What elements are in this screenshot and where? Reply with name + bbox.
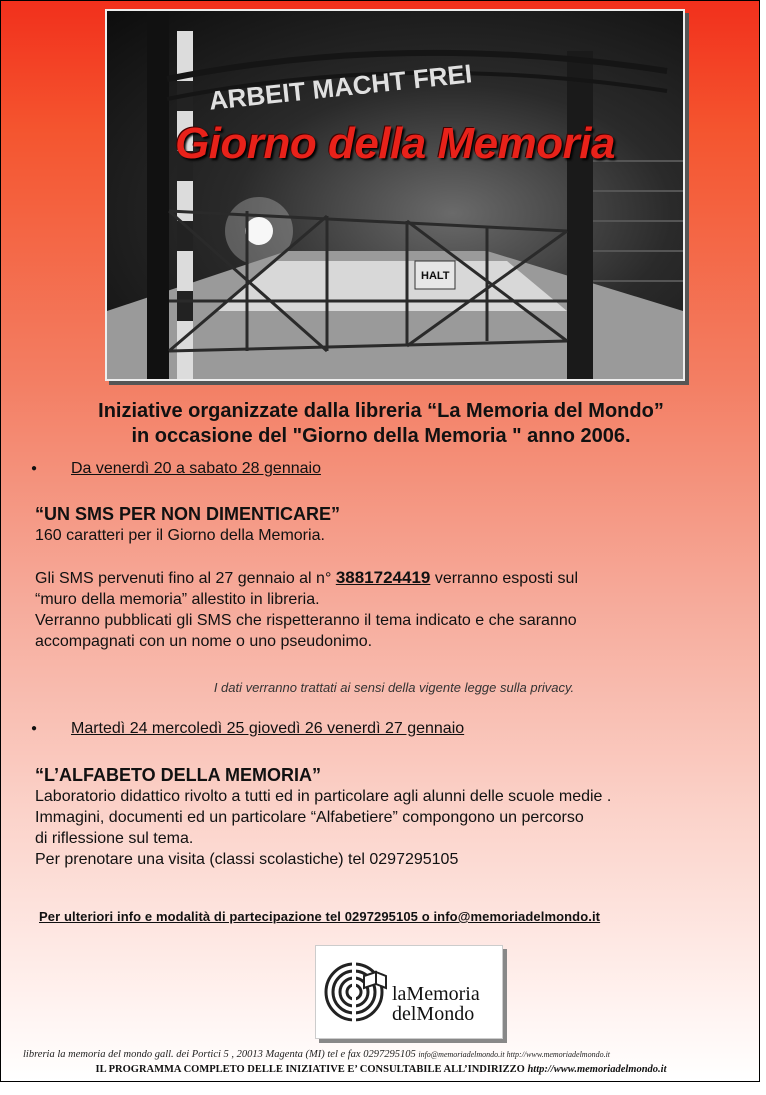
- gate-sign-text: ARBEIT MACHT FREI: [207, 58, 474, 116]
- event1-line4: accompagnati con un nome o uno pseudonimo.: [35, 633, 373, 650]
- footer-program: IL PROGRAMMA COMPLETO DELLE INIZIATIVE E’ CONSULTABILE ALL’INDIRIZZO: [95, 1064, 525, 1075]
- event2-dates: Martedì 24 mercoledì 25 giovedì 26 venerdì 27 gennaio: [71, 720, 465, 737]
- footer-program-line: [1, 1064, 760, 1075]
- headline: [1, 399, 760, 449]
- event2-block: [35, 765, 611, 870]
- hero-photo: [105, 9, 685, 381]
- contact-info: Per ulteriori info e modalità di partecipazione tel 0297295105 o info@memoriadelmondo.it: [39, 909, 601, 924]
- event2-line1: Laboratorio didattico rivolto a tutti ed in particolare agli alunni delle scuole medie .: [35, 788, 612, 805]
- privacy-note: I dati verranno trattati ai sensi della vigente legge sulla privacy.: [213, 680, 575, 695]
- event2-title: “L’ALFABETO DELLA MEMORIA”: [35, 765, 321, 785]
- bookstore-logo: [315, 945, 503, 1039]
- footer-email-web: info@memoriadelmondo.it http://www.memoriadelmondo.it: [418, 1050, 611, 1059]
- gate-illustration: [107, 11, 683, 379]
- footer-url: http://www.memoriadelmondo.it: [527, 1064, 667, 1075]
- halt-sign-text: HALT: [421, 270, 450, 282]
- headline-line2: in occasione del "Giorno della Memoria " anno 2006.: [131, 425, 631, 447]
- event1-dates-row: [31, 460, 321, 478]
- footer-address-line: [23, 1049, 610, 1060]
- event1-subtitle: 160 caratteri per il Giorno della Memoria.: [35, 527, 325, 544]
- event1-dates: Da venerdì 20 a sabato 28 gennaio: [71, 460, 321, 477]
- footer-address: libreria la memoria del mondo gall. dei Portici 5 , 20013 Magenta (MI) tel e fax 0297295105: [23, 1049, 416, 1060]
- event2-line3: di riflessione sul tema.: [35, 830, 194, 847]
- event1-block: [35, 504, 578, 652]
- event1-line2: “muro della memoria” allestito in libreria.: [35, 591, 320, 608]
- event2-dates-row: [31, 720, 464, 738]
- event1-line3: Verranno pubblicati gli SMS che rispetteranno il tema indicato e che saranno: [35, 612, 577, 629]
- event1-phone: 3881724419: [335, 568, 431, 587]
- event2-line2: Immagini, documenti ed un particolare “Alfabetiere” compongono un percorso: [35, 809, 584, 826]
- event1-sms-pre: Gli SMS pervenuti fino al 27 gennaio al n°: [35, 570, 332, 587]
- logo-line1: laMemoria: [392, 983, 480, 1005]
- event2-line4: Per prenotare una visita (classi scolastiche) tel 0297295105: [35, 851, 459, 868]
- event1-title: “UN SMS PER NON DIMENTICARE”: [35, 504, 341, 524]
- logo-line2: delMondo: [392, 1003, 475, 1025]
- headline-line1: Iniziative organizzate dalla libreria “La Memoria del Mondo”: [98, 400, 664, 422]
- bullet-icon: ●: [31, 463, 38, 475]
- event1-sms-line: [35, 567, 578, 589]
- hero-title: Giorno della Memoria: [175, 119, 615, 168]
- event1-sms-post: verranno esposti sul: [434, 570, 578, 587]
- logo-text: [392, 984, 480, 1024]
- labyrinth-icon: [324, 954, 388, 1030]
- bullet-icon: ●: [31, 723, 38, 735]
